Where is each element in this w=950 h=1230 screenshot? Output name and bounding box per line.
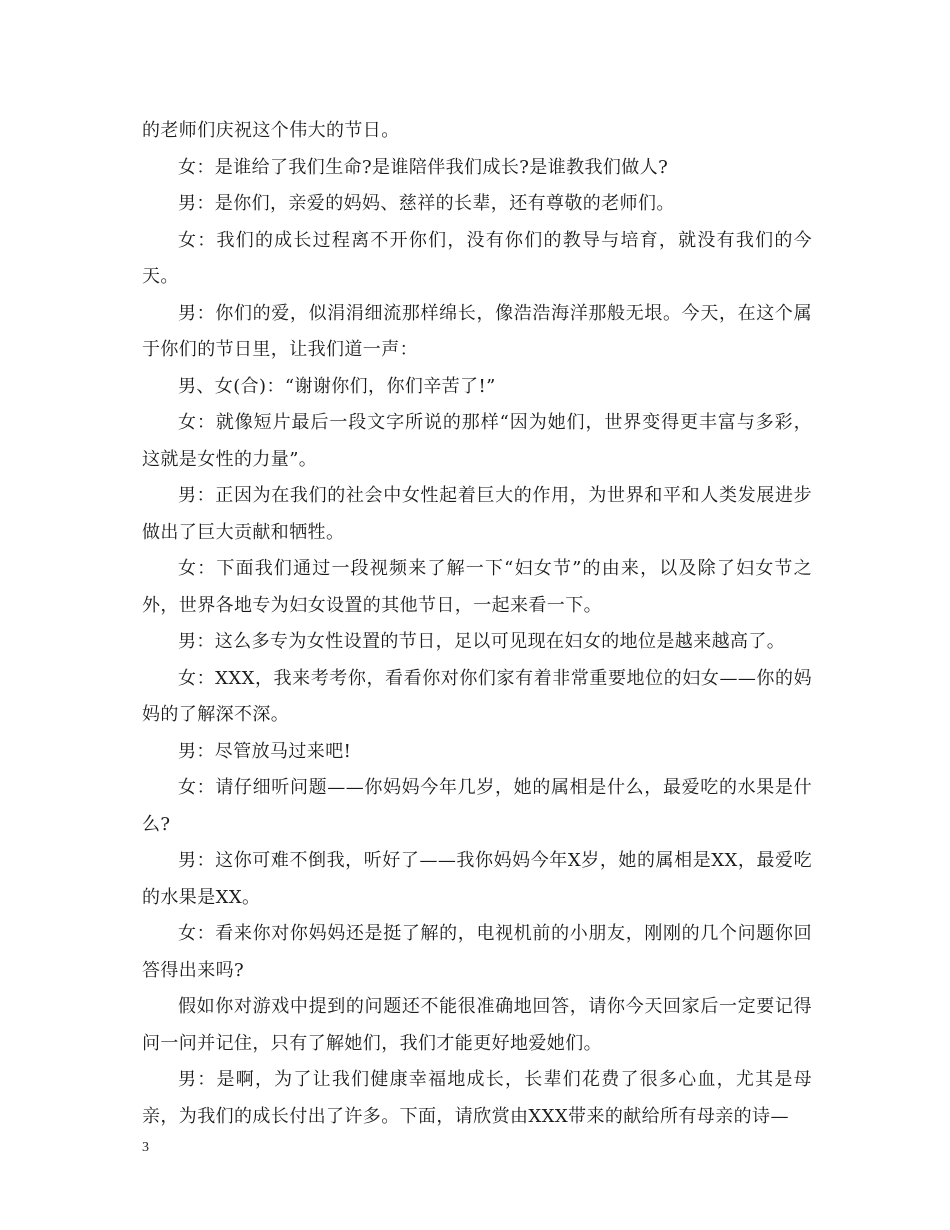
paragraph: 的老师们庆祝这个伟大的节日。 [142, 120, 400, 141]
paragraph: 男：尽管放马过来吧! [178, 740, 352, 762]
paragraph: 男：正因为在我们的社会中女性起着巨大的作用，为世界和平和人类发展进步做出了巨大贡献和牺牲。 [142, 485, 812, 543]
paragraph: 男、女(合)：“谢谢你们，你们辛苦了!” [178, 375, 496, 397]
page-number: 3 [142, 1140, 149, 1155]
paragraph: 女：看来你对你妈妈还是挺了解的，电视机前的小朋友，刚刚的几个问题你回答得出来吗? [142, 923, 812, 981]
paragraph: 女：请仔细听问题——你妈妈今年几岁，她的属相是什么，最爱吃的水果是什么? [142, 777, 812, 835]
paragraph: 男：你们的爱，似涓涓细流那样绵长，像浩浩海洋那般无垠。今天，在这个属于你们的节日里，让我们道一声： [142, 302, 812, 360]
paragraph: 男：这么多专为女性设置的节日，足以可见现在妇女的地位是越来越高了。 [178, 631, 786, 652]
paragraph: 女：我们的成长过程离不开你们，没有你们的教导与培育，就没有我们的今天。 [142, 229, 812, 287]
paragraph: 女：下面我们通过一段视频来了解一下“妇女节”的由来，以及除了妇女节之外，世界各地专为妇女设置的其他节日，一起来看一下。 [142, 558, 812, 616]
paragraph: 男：是你们，亲爱的妈妈、慈祥的长辈，还有尊敬的老师们。 [178, 193, 675, 214]
paragraph: 女：XXX，我来考考你，看看你对你们家有着非常重要地位的妇女——你的妈妈的了解深不深。 [142, 667, 812, 725]
paragraph: 男：这你可难不倒我，听好了——我你妈妈今年X岁，她的属相是XX，最爱吃的水果是XX。 [142, 850, 812, 908]
paragraph: 男：是啊，为了让我们健康幸福地成长，长辈们花费了很多心血，尤其是母亲，为我们的成长付出了许多。下面，请欣赏由XXX带来的献给所有母亲的诗— [142, 1069, 812, 1127]
paragraph: 女：就像短片最后一段文字所说的那样“因为她们，世界变得更丰富与多彩，这就是女性的力量”。 [142, 412, 812, 470]
paragraph: 假如你对游戏中提到的问题还不能很准确地回答，请你今天回家后一定要记得问一问并记住，只有了解她们，我们才能更好地爱她们。 [142, 996, 812, 1054]
document-body [142, 113, 812, 1135]
paragraph: 女：是谁给了我们生命?是谁陪伴我们成长?是谁教我们做人? [178, 156, 669, 178]
